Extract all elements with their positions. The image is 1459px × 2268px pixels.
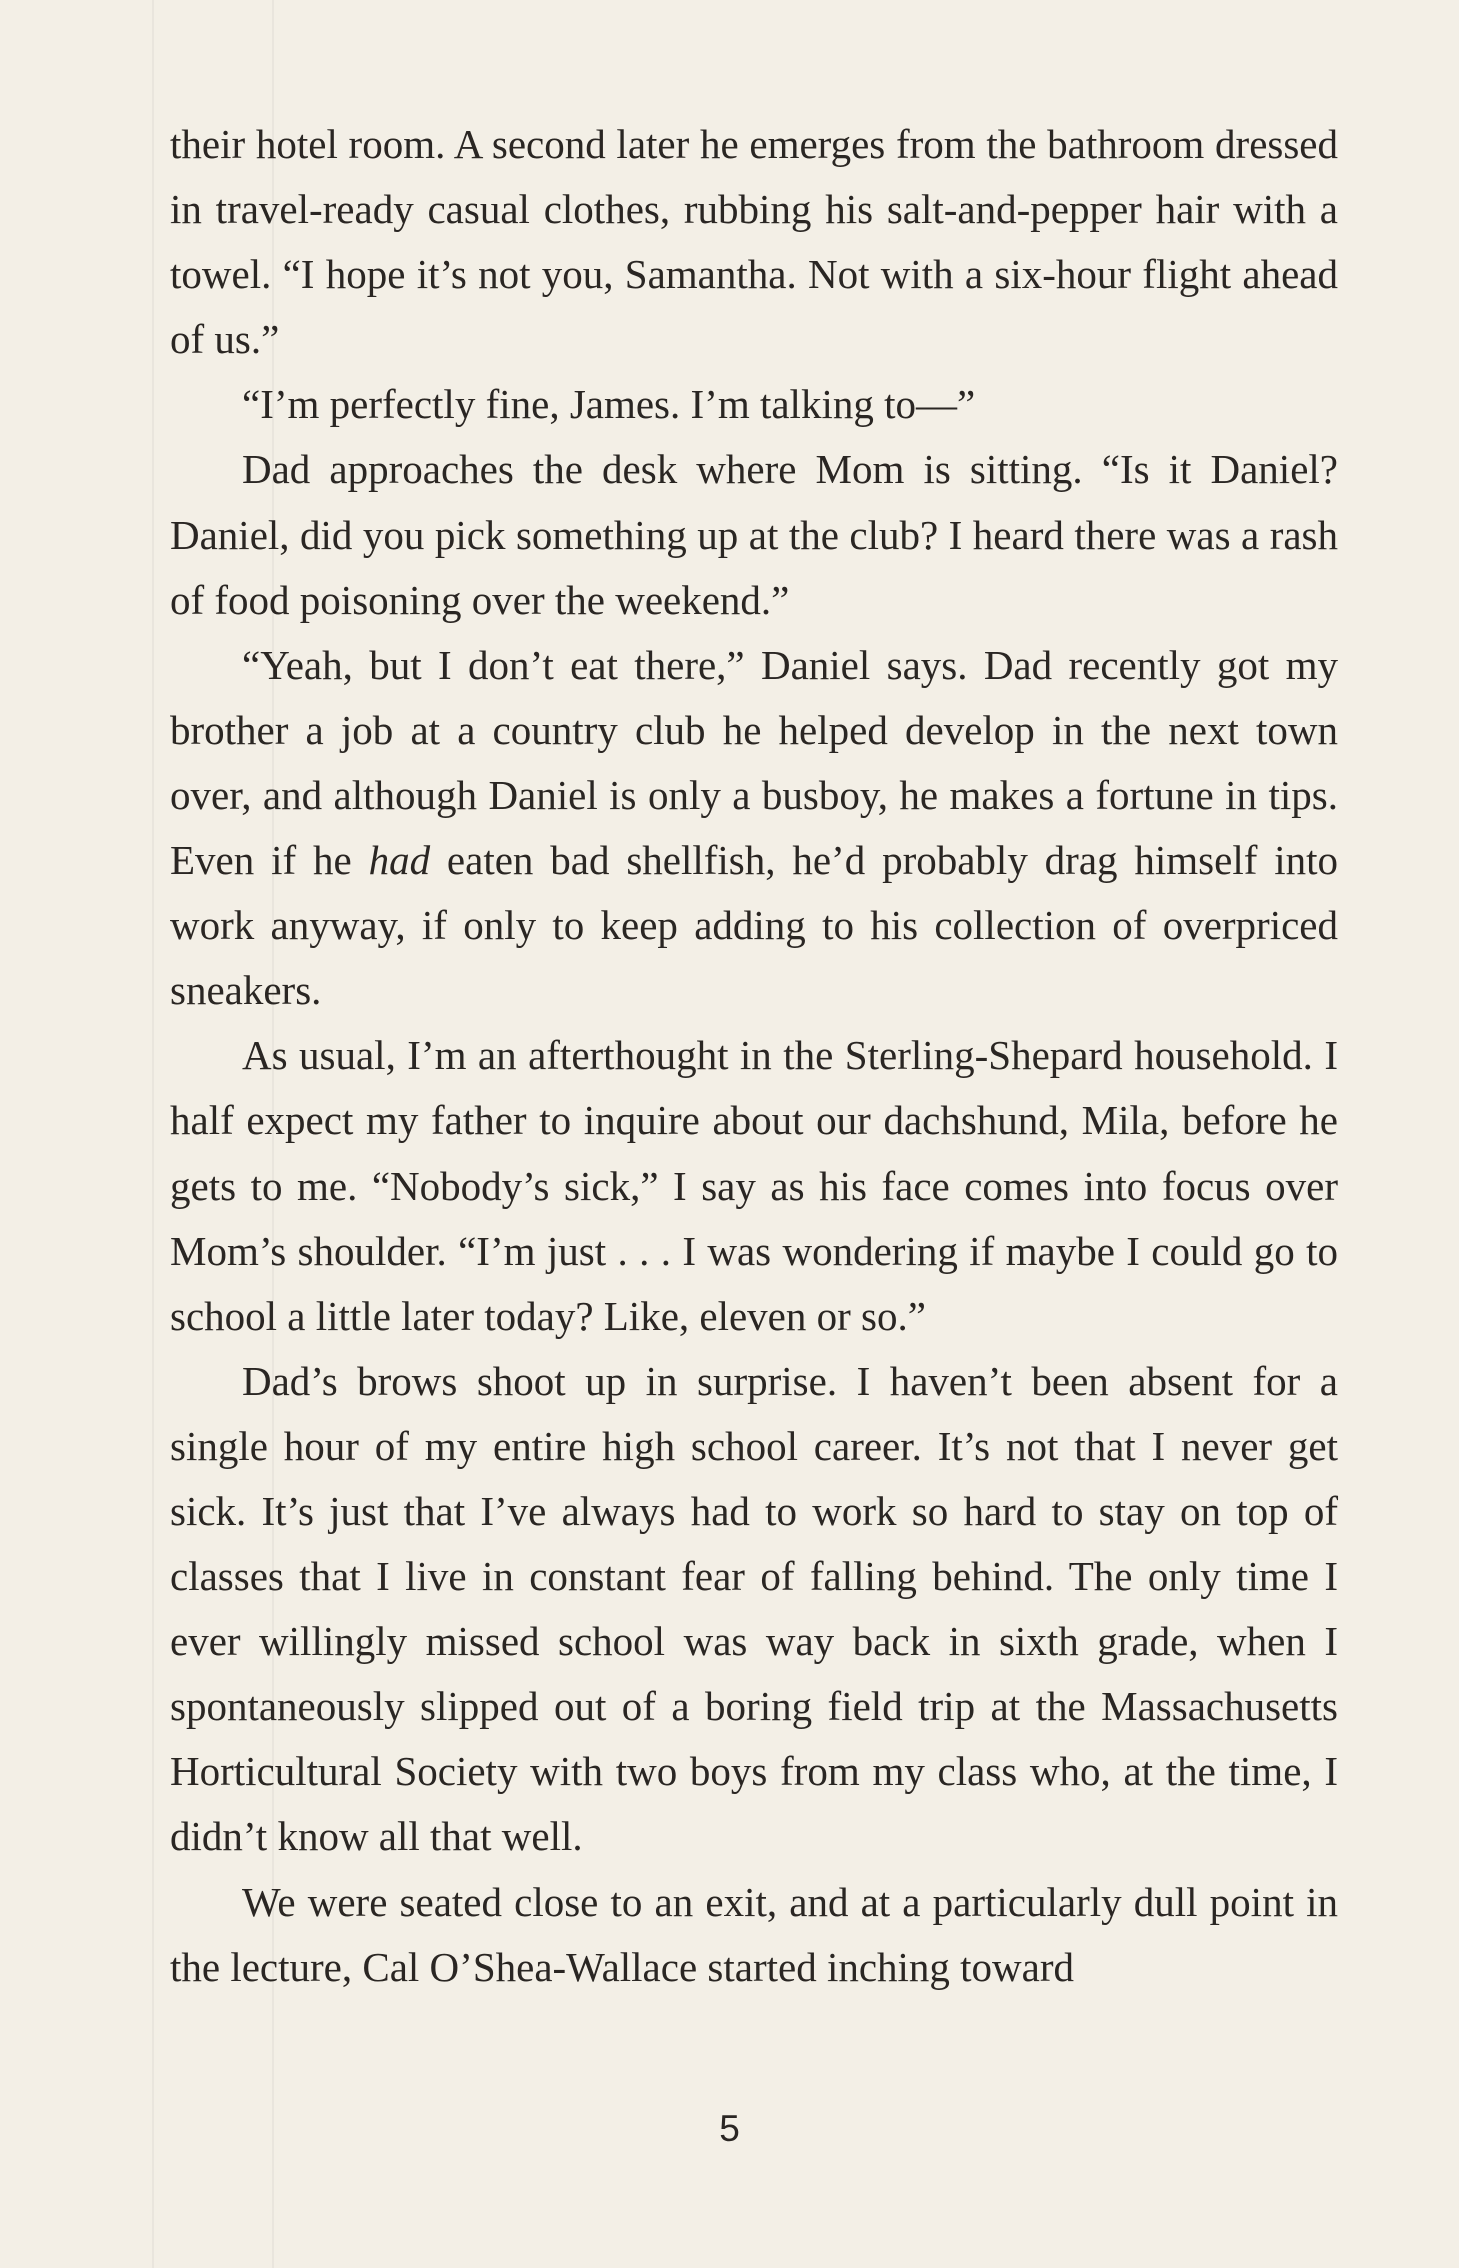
- paragraph: We were seated close to an exit, and at a particularly dull point in the lecture, Cal O’Shea-Wallace started inching toward: [170, 1878, 1338, 1990]
- paragraph-text: eaten bad shellfish, he’d probably drag himself into work anyway, if only to keep adding to his collection of overpriced sneakers.: [170, 837, 1339, 1014]
- paragraph-text: “Yeah, but I don’t eat there,” Daniel says. Dad recently got my brother a job at a country club he helped develop in the next town over, and although Daniel is only a busboy, he makes a fortune in tips. Even if he: [170, 641, 1338, 884]
- paragraph: Dad approaches the desk where Mom is sitting. “Is it Daniel? Daniel, did you pick something up at the club? I heard there was a rash of food poisoning over the weekend.”: [170, 446, 1338, 623]
- page-number: 5: [719, 2108, 740, 2149]
- italic-word: had: [368, 837, 431, 884]
- paragraph: “I’m perfectly fine, James. I’m talking to—”: [242, 381, 976, 428]
- paragraph: Dad’s brows shoot up in surprise. I haven’t been absent for a single hour of my entire high school career. It’s not that I never get sick. It’s just that I’ve always had to work so hard to stay on top of classes that I live in constant fear of falling behind. The only time I ever willingly missed school was way back in sixth grade, when I spontaneously slipped out of a boring field trip at the Massachusetts Horticultural Society with two boys from my class who, at the time, I didn’t know all that well.: [170, 1357, 1338, 1860]
- body-text: [170, 112, 1338, 2000]
- paragraph: their hotel room. A second later he emerges from the bathroom dressed in travel-ready casual clothes, rubbing his salt-and-pepper hair with a towel. “I hope it’s not you, Samantha. Not with a six-hour flight ahead of us.”: [170, 121, 1338, 363]
- paragraph: [170, 633, 1338, 1024]
- page-crease: [152, 0, 154, 2268]
- paragraph: As usual, I’m an afterthought in the Sterling-Shepard household. I half expect my father to inquire about our dachshund, Mila, before he gets to me. “Nobody’s sick,” I say as his face comes into focus over Mom’s shoulder. “I’m just . . . I was wondering if maybe I could go to school a little later today? Like, eleven or so.”: [170, 1032, 1338, 1339]
